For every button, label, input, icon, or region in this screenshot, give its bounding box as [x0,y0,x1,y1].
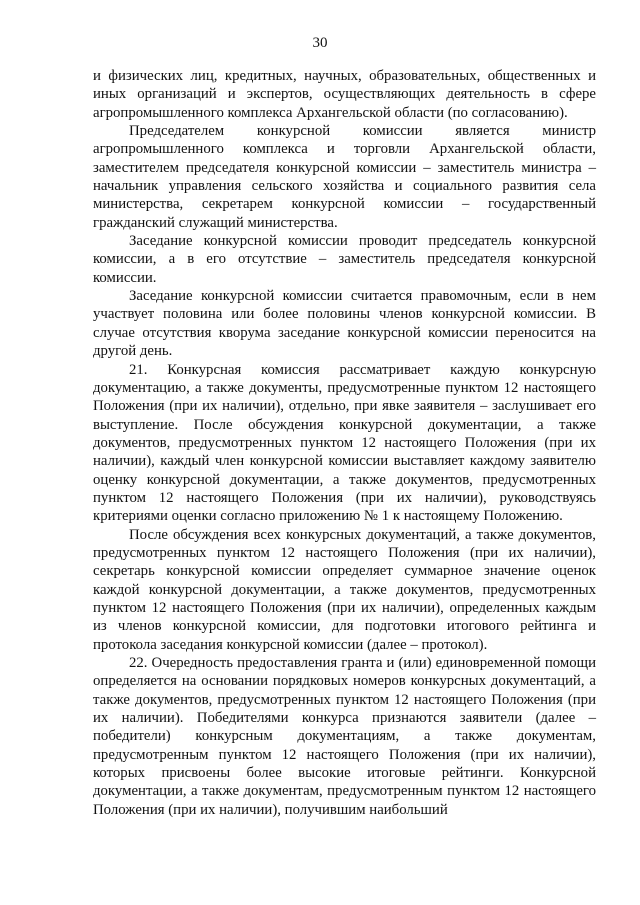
document-body [93,67,596,819]
paragraph: Заседание конкурсной комиссии считается правомочным, если в нем участвует половина или более половины членов конкурсной комиссии. В случае отсутствия кворума заседание конкурсной комиссии переносится на другой день. [93,288,596,360]
paragraph: 21. Конкурсная комиссия рассматривает каждую конкурсную документацию, а также документы, предусмотренные пунктом 12 настоящего Положения (при их наличии), отдельно, при явке заявителя – заслушивает его выступление. После обсуждения конкурсной документации, а также документов, предусмотренных пунктом 12 настоящего Положения (при их наличии), каждый член конкурсной комиссии выставляет каждому заявителю оценку конкурсной документации, а также документов, предусмотренных пунктом 12 настоящего Положения (при их наличии), руководствуясь критериями оценки согласно приложению № 1 к настоящему Положению. [93,361,596,525]
paragraph: После обсуждения всех конкурсных документаций, а также документов, предусмотренных пунктом 12 настоящего Положения (при их наличии), секретарь конкурсной комиссии определяет суммарное значение оценок каждой конкурсной документации, а также документов, предусмотренных пунктом 12 настоящего Положения (при их наличии), определенных каждым из членов конкурсной комиссии, для подготовки итогового рейтинга и протокола заседания конкурсной комиссии (далее – протокол). [93,526,596,653]
paragraph: Председателем конкурсной комиссии является министр агропромышленного комплекса и торговли Архангельской области, заместителем председателя конкурсной комиссии – заместитель министра – начальник управления сельского хозяйства и социального развития села министерства, секретарем конкурсной комиссии – государственный гражданский служащий министерства. [93,123,596,231]
page-number: 30 [312,35,328,51]
paragraph: и физических лиц, кредитных, научных, образовательных, общественных и иных организаций и экспертов, осуществляющих деятельность в сфере агропромышленного комплекса Архангельской области (по согласованию). [93,68,596,121]
paragraph: Заседание конкурсной комиссии проводит председатель конкурсной комиссии, а в его отсутствие – заместитель председателя конкурсной комиссии. [93,233,596,286]
paragraph: 22. Очередность предоставления гранта и (или) единовременной помощи определяется на основании порядковых номеров конкурсных документаций, а также документов, предусмотренных пунктом 12 настоящего Положения (при их наличии). Победителями конкурса признаются заявители (далее – победители) конкурсным документациям, а также документам, предусмотренным пунктом 12 настоящего Положения (при их наличии), которых присвоены более высокие итоговые рейтинги. Конкурсной документации, а также документам, предусмотренным пунктом 12 настоящего Положения (при их наличии), получившим наибольший [93,655,596,818]
